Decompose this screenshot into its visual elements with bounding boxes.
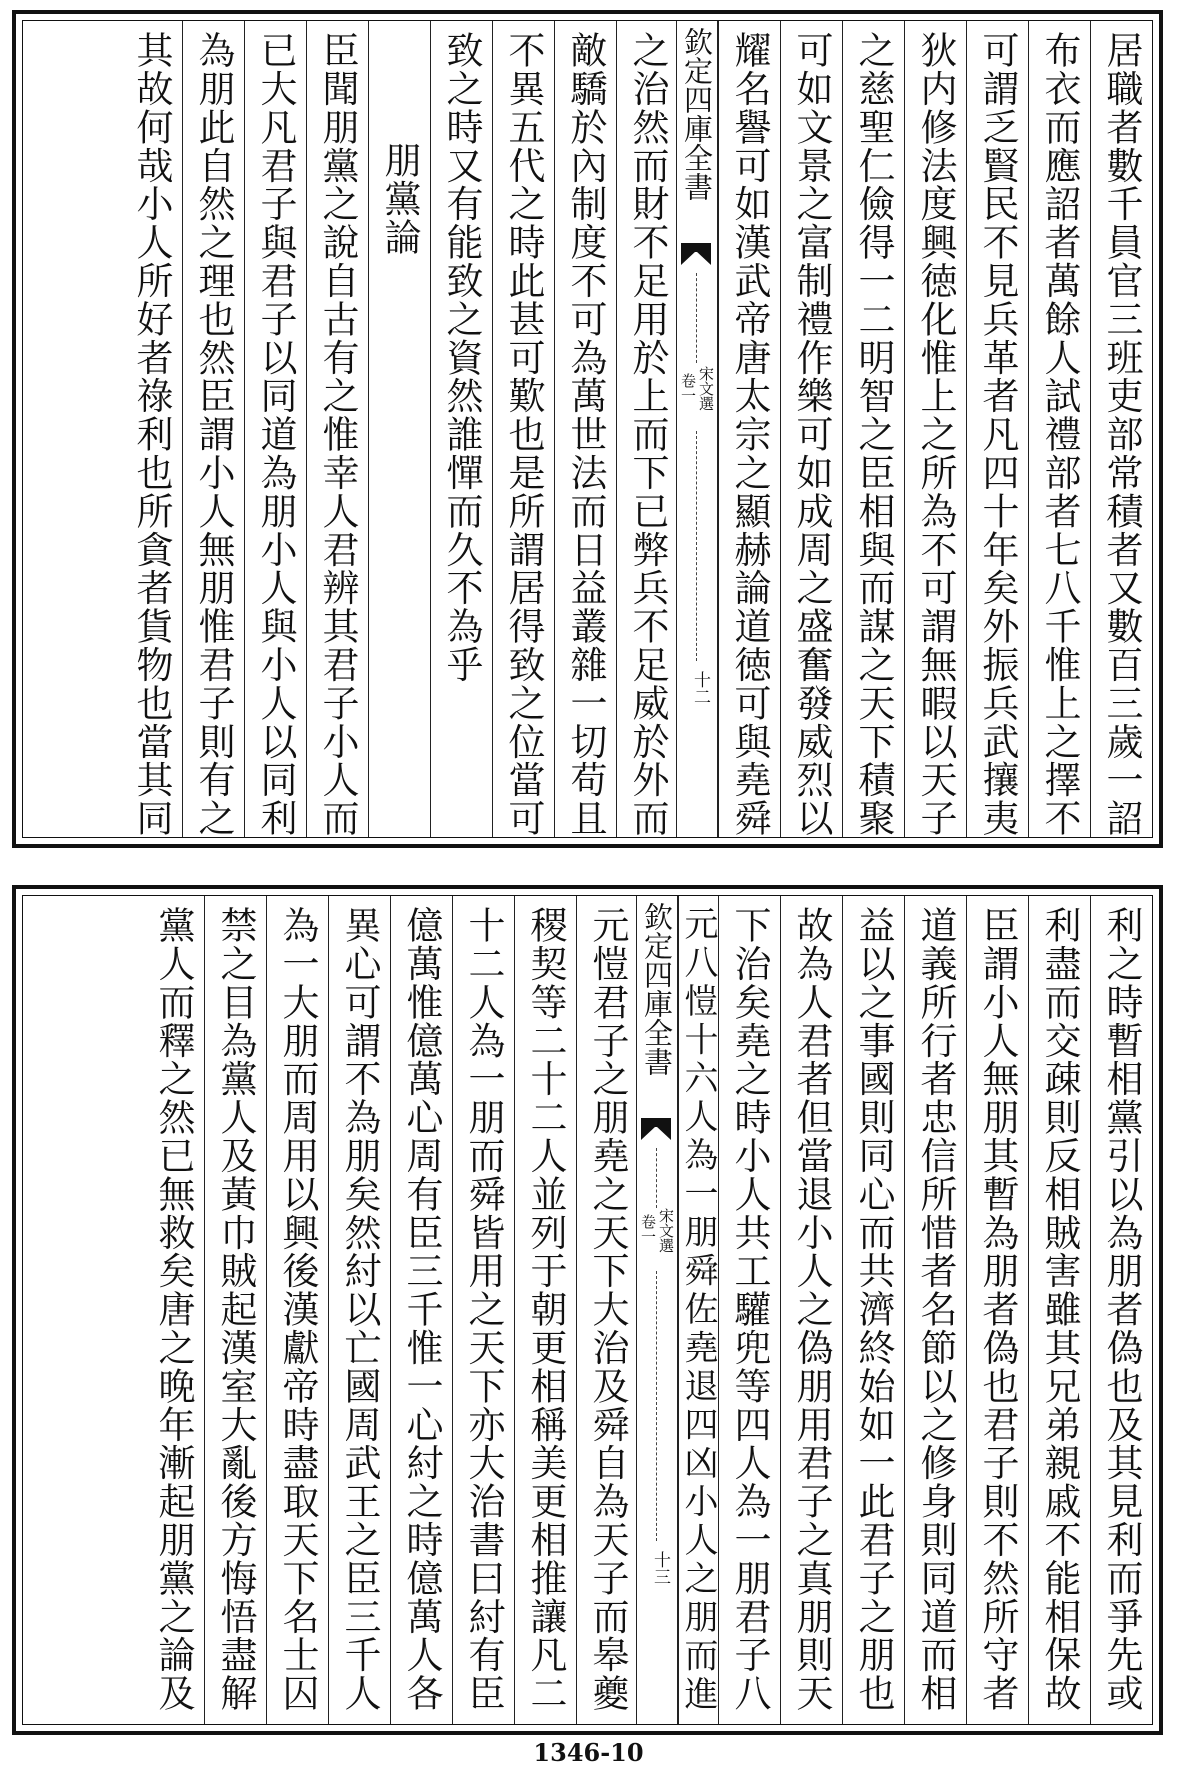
volume-label: 卷一 xyxy=(639,1214,657,1244)
bottom-page-frame xyxy=(22,895,1153,1725)
text-column: 億萬惟億萬心周有臣三千惟一心紂之時億萬人各 xyxy=(390,896,452,1724)
book-title: 欽定四庫全書 xyxy=(680,27,714,201)
center-fold xyxy=(676,21,718,837)
top-page-panel xyxy=(12,10,1163,848)
bottom-page-panel xyxy=(12,885,1163,1735)
top-page-frame xyxy=(22,20,1153,838)
text-column: 之慈聖仁儉得一二明智之臣相與而謀之天下積聚 xyxy=(842,21,904,837)
text-column: 之治然而財不足用於上而下已弊兵不足威於外而 xyxy=(616,21,678,837)
text-column: 稷契等二十二人並列于朝更相稱美更相推讓凡二 xyxy=(514,896,576,1724)
text-column: 為一大朋而周用以興後漢獻帝時盡取天下名士囚 xyxy=(266,896,328,1724)
text-column: 狄内修法度興徳化惟上之所為不可謂無暇以天子 xyxy=(904,21,966,837)
text-column-narrow: 元八愷十六人為一朋舜佐堯退四凶小人之朋而進 xyxy=(678,896,718,1724)
catalog-number: 1346-10 xyxy=(533,1738,644,1767)
fish-tail-mark xyxy=(641,1118,671,1144)
text-column: 布衣而應詔者萬餘人試禮部者七八千惟上之擇不 xyxy=(1028,21,1090,837)
text-column: 故為人君者但當退小人之偽朋用君子之真朋則天 xyxy=(780,896,842,1724)
fish-tail-mark xyxy=(681,243,711,269)
side-title: 宋文選 xyxy=(657,1208,675,1253)
text-column: 利盡而交疎則反相賊害雖其兄弟親戚不能相保故 xyxy=(1028,896,1090,1724)
text-column: 異心可謂不為朋矣然紂以亡國周武王之臣三千人 xyxy=(328,896,390,1724)
text-column: 十二人為一朋而舜皆用之天下亦大治書曰紂有臣 xyxy=(452,896,514,1724)
page-number: 十二 xyxy=(690,671,710,705)
text-column: 可謂乏賢民不見兵革者凡四十年矣外振兵武攘夷 xyxy=(966,21,1028,837)
book-title: 欽定四庫全書 xyxy=(640,902,674,1076)
text-column: 利之時暫相黨引以為朋者偽也及其見利而爭先或 xyxy=(1090,896,1152,1724)
text-column: 不異五代之時此甚可歎也是所謂居得致之位當可 xyxy=(492,21,554,837)
text-column: 敵驕於內制度不可為萬世法而日益叢雜一切苟且 xyxy=(554,21,616,837)
text-column: 元愷君子之朋堯之天下大治及舜自為天子而皋夔 xyxy=(576,896,638,1724)
text-column: 道義所行者忠信所惜者名節以之修身則同道而相 xyxy=(904,896,966,1724)
text-column: 已大凡君子與君子以同道為朋小人與小人以同利 xyxy=(244,21,306,837)
text-column: 益以之事國則同心而共濟終始如一此君子之朋也 xyxy=(842,896,904,1724)
text-column: 下治矣堯之時小人共工驩兜等四人為一朋君子八 xyxy=(718,896,780,1724)
text-column: 可如文景之富制禮作樂可如成周之盛奮發威烈以 xyxy=(780,21,842,837)
text-column: 其故何哉小人所好者祿利也所貪者貨物也當其同 xyxy=(130,31,173,838)
essay-title-column xyxy=(368,21,430,837)
text-column: 為朋此自然之理也然臣謂小人無朋惟君子則有之 xyxy=(182,21,244,837)
text-column: 臣聞朋黨之說自古有之惟幸人君辨其君子小人而 xyxy=(306,21,368,837)
essay-title: 朋黨論 xyxy=(378,141,421,257)
text-column: 黨人而釋之然已無救矣唐之晚年漸起朋黨之論及 xyxy=(152,906,195,1713)
text-column: 耀名譽可如漢武帝唐太宗之顯赫論道徳可與堯舜 xyxy=(718,21,780,837)
volume-label: 卷一 xyxy=(679,373,697,403)
center-fold xyxy=(636,896,678,1724)
side-title: 宋文選 xyxy=(697,366,715,411)
text-column: 禁之目為黨人及黃巾賊起漢室大亂後方悔悟盡解 xyxy=(204,896,266,1724)
text-column: 致之時又有能致之資然誰憚而久不為乎 xyxy=(430,21,492,837)
text-column: 居職者數千員官三班吏部常積者又數百三歲一詔 xyxy=(1090,21,1152,837)
page-number: 十三 xyxy=(650,1551,670,1585)
text-column: 臣謂小人無朋其暫為朋者偽也君子則不然所守者 xyxy=(966,896,1028,1724)
